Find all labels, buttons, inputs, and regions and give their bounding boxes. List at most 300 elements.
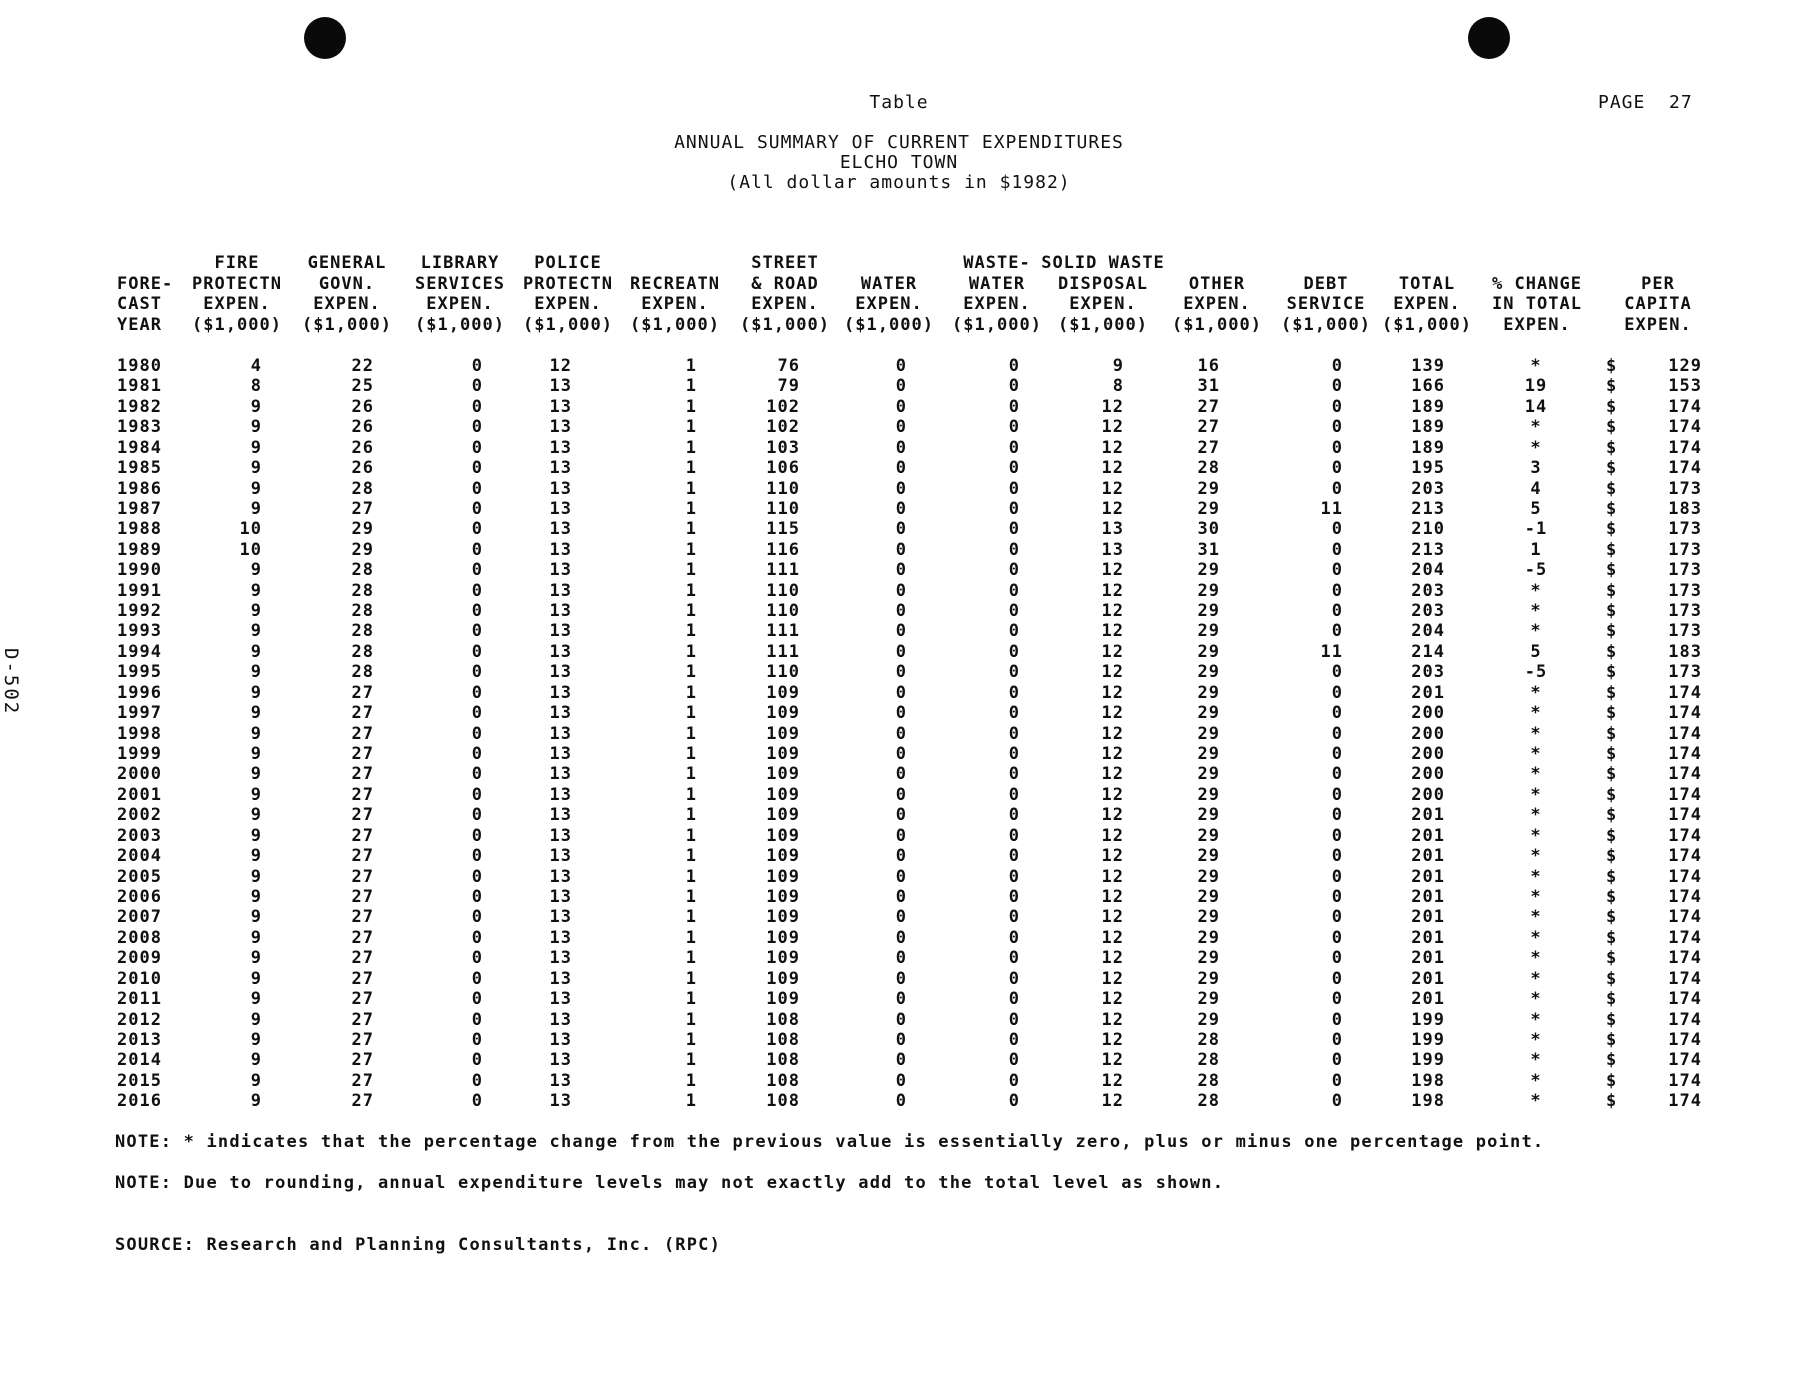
cell-value: 109 (766, 866, 800, 887)
cell-value: 1 (685, 723, 697, 744)
cell-value: 0 (1331, 417, 1343, 438)
cell-value: 0 (1008, 948, 1020, 969)
cell-value: 108 (766, 1091, 800, 1112)
cell-per-capita: 153 (1668, 376, 1702, 397)
cell-value: 0 (1008, 927, 1020, 948)
cell-value: 0 (1331, 764, 1343, 785)
cell-value: 0 (895, 1050, 907, 1071)
cell-year: 1994 (117, 641, 162, 662)
cell-per-capita: 174 (1668, 825, 1702, 846)
cell-value: 27 (1197, 396, 1220, 417)
cell-value: 0 (1008, 968, 1020, 989)
cell-percent-change: -1 (1524, 519, 1548, 540)
cell-value: 13 (549, 601, 572, 622)
cell-value: 0 (471, 764, 483, 785)
cell-dollar-sign: $ (1606, 907, 1618, 928)
cell-value: 0 (471, 641, 483, 662)
cell-value: 1 (685, 580, 697, 601)
cell-dollar-sign: $ (1606, 764, 1618, 785)
column-header-line: EXPEN. (963, 294, 1031, 314)
cell-value: 13 (549, 784, 572, 805)
table-row (0, 540, 1798, 560)
cell-value: 0 (471, 723, 483, 744)
cell-value: 13 (549, 682, 572, 703)
cell-value: 26 (351, 458, 374, 479)
cell-value: 12 (1101, 1050, 1124, 1071)
page-number-label (1598, 92, 1693, 113)
cell-value: 29 (1197, 825, 1220, 846)
cell-value: 13 (549, 968, 572, 989)
cell-value: 13 (549, 744, 572, 765)
cell-value: 9 (250, 723, 262, 744)
cell-value: 0 (1331, 1029, 1343, 1050)
cell-percent-change: * (1530, 682, 1542, 703)
cell-value: 0 (471, 825, 483, 846)
column-header-line: ($1,000) (1281, 314, 1371, 335)
cell-value: 0 (1008, 560, 1020, 581)
cell-value: 13 (549, 662, 572, 683)
cell-dollar-sign: $ (1606, 968, 1618, 989)
cell-percent-change: * (1530, 989, 1542, 1010)
cell-value: 9 (250, 417, 262, 438)
cell-value: 0 (1331, 621, 1343, 642)
cell-value: 12 (1101, 866, 1124, 887)
cell-value: 0 (1008, 886, 1020, 907)
cell-value: 115 (766, 519, 800, 540)
cell-value: 0 (1331, 825, 1343, 846)
cell-value: 0 (471, 907, 483, 928)
table-row (0, 499, 1798, 519)
column-header-line (1578, 253, 1738, 274)
cell-value: 29 (1197, 498, 1220, 519)
cell-value: 0 (471, 662, 483, 683)
column-header-line: DISPOSAL (1058, 273, 1148, 294)
cell-value: 0 (1008, 1091, 1020, 1112)
cell-value: 0 (895, 866, 907, 887)
table-row (0, 560, 1798, 580)
cell-value: 29 (351, 539, 374, 560)
cell-value: 27 (351, 764, 374, 785)
cell-value: 9 (250, 560, 262, 581)
cell-value: 1 (685, 968, 697, 989)
cell-value: 28 (351, 662, 374, 683)
cell-value: 0 (471, 519, 483, 540)
cell-value: 29 (1197, 805, 1220, 826)
cell-value: 28 (1197, 1091, 1220, 1112)
source-note: SOURCE: Research and Planning Consultants, Inc. (RPC) (115, 1235, 722, 1255)
column-header-line: ($1,000) (302, 314, 392, 335)
cell-value: 109 (766, 805, 800, 826)
cell-value: 12 (1101, 641, 1124, 662)
cell-value: 213 (1411, 498, 1445, 519)
cell-value: 12 (1101, 825, 1124, 846)
cell-value: 9 (250, 784, 262, 805)
cell-value: 12 (1101, 417, 1124, 438)
cell-dollar-sign: $ (1606, 539, 1618, 560)
cell-year: 1983 (117, 417, 162, 438)
cell-per-capita: 174 (1668, 723, 1702, 744)
cell-value: 13 (549, 478, 572, 499)
cell-value: 16 (1197, 356, 1220, 376)
cell-value: 0 (471, 498, 483, 519)
cell-value: 0 (895, 539, 907, 560)
table-row (0, 621, 1798, 641)
cell-value: 13 (549, 948, 572, 969)
cell-value: 1 (685, 1050, 697, 1071)
cell-value: 109 (766, 927, 800, 948)
table-row (0, 356, 1798, 376)
cell-value: 9 (250, 846, 262, 867)
cell-value: 0 (1008, 1050, 1020, 1071)
cell-value: 0 (1331, 478, 1343, 499)
cell-value: 108 (766, 1009, 800, 1030)
cell-value: 27 (1197, 417, 1220, 438)
cell-dollar-sign: $ (1606, 601, 1618, 622)
cell-value: 13 (549, 641, 572, 662)
cell-percent-change: 5 (1530, 641, 1542, 662)
cell-value: 195 (1411, 458, 1445, 479)
cell-value: 29 (1197, 744, 1220, 765)
cell-value: 0 (895, 927, 907, 948)
cell-value: 1 (685, 744, 697, 765)
cell-value: 27 (351, 866, 374, 887)
cell-value: 0 (1008, 703, 1020, 724)
cell-value: 9 (250, 825, 262, 846)
cell-value: 27 (351, 927, 374, 948)
cell-value: 0 (471, 1091, 483, 1112)
table-row (0, 928, 1798, 948)
cell-value: 28 (351, 601, 374, 622)
cell-value: 29 (1197, 580, 1220, 601)
cell-percent-change: * (1530, 703, 1542, 724)
cell-per-capita: 174 (1668, 703, 1702, 724)
cell-dollar-sign: $ (1606, 1009, 1618, 1030)
cell-value: 12 (1101, 498, 1124, 519)
cell-value: 0 (895, 1091, 907, 1112)
cell-value: 1 (685, 907, 697, 928)
cell-dollar-sign: $ (1606, 703, 1618, 724)
cell-year: 1993 (117, 621, 162, 642)
cell-value: 28 (1197, 1050, 1220, 1071)
cell-value: 1 (685, 356, 697, 376)
cell-value: 0 (471, 601, 483, 622)
title-line-3: (All dollar amounts in $1982) (727, 172, 1071, 193)
cell-percent-change: * (1530, 723, 1542, 744)
cell-value: 9 (250, 641, 262, 662)
cell-value: 203 (1411, 601, 1445, 622)
cell-value: 0 (1008, 662, 1020, 683)
table-row (0, 1010, 1798, 1030)
cell-dollar-sign: $ (1606, 356, 1618, 376)
cell-value: 0 (471, 1029, 483, 1050)
cell-per-capita: 174 (1668, 744, 1702, 765)
cell-percent-change: 3 (1530, 458, 1542, 479)
cell-value: 0 (895, 825, 907, 846)
cell-dollar-sign: $ (1606, 498, 1618, 519)
cell-value: 0 (1008, 621, 1020, 642)
cell-value: 0 (1008, 601, 1020, 622)
cell-value: 0 (1008, 356, 1020, 376)
cell-value: 1 (685, 1091, 697, 1112)
cell-value: 12 (1101, 723, 1124, 744)
cell-per-capita: 174 (1668, 1091, 1702, 1112)
cell-dollar-sign: $ (1606, 376, 1618, 397)
cell-value: 27 (351, 825, 374, 846)
cell-value: 0 (895, 886, 907, 907)
cell-value: 31 (1197, 376, 1220, 397)
cell-year: 2009 (117, 948, 162, 969)
cell-value: 0 (1331, 1009, 1343, 1030)
cell-value: 27 (351, 1091, 374, 1112)
cell-value: 9 (250, 1029, 262, 1050)
cell-value: 1 (685, 539, 697, 560)
cell-value: 0 (1331, 948, 1343, 969)
cell-value: 0 (1331, 703, 1343, 724)
cell-value: 0 (895, 682, 907, 703)
cell-value: 9 (250, 948, 262, 969)
cell-value: 0 (895, 437, 907, 458)
cell-value: 9 (250, 703, 262, 724)
column-header-line: POLICE (534, 253, 602, 273)
cell-value: 110 (766, 498, 800, 519)
cell-per-capita: 173 (1668, 519, 1702, 540)
cell-value: 1 (685, 396, 697, 417)
cell-value: 13 (549, 1050, 572, 1071)
cell-value: 0 (1331, 968, 1343, 989)
cell-value: 110 (766, 601, 800, 622)
cell-per-capita: 129 (1668, 356, 1702, 376)
cell-value: 109 (766, 968, 800, 989)
cell-value: 28 (351, 580, 374, 601)
cell-value: 13 (1101, 539, 1124, 560)
cell-percent-change: * (1530, 846, 1542, 867)
table-row (0, 826, 1798, 846)
cell-value: 210 (1411, 519, 1445, 540)
cell-value: 29 (1197, 703, 1220, 724)
cell-dollar-sign: $ (1606, 846, 1618, 867)
cell-value: 10 (239, 519, 262, 540)
cell-value: 109 (766, 703, 800, 724)
column-header-line: SERVICE (1286, 294, 1366, 314)
cell-value: 200 (1411, 784, 1445, 805)
cell-value: 111 (766, 621, 800, 642)
cell-value: 29 (1197, 682, 1220, 703)
cell-value: 0 (1008, 580, 1020, 601)
cell-value: 0 (895, 498, 907, 519)
cell-percent-change: * (1530, 927, 1542, 948)
cell-dollar-sign: $ (1606, 580, 1618, 601)
cell-value: 27 (1197, 437, 1220, 458)
cell-value: 201 (1411, 846, 1445, 867)
page-side-label: D-502 (0, 648, 22, 716)
cell-value: 0 (895, 1009, 907, 1030)
cell-value: 0 (895, 744, 907, 765)
cell-value: 1 (685, 1009, 697, 1030)
cell-value: 0 (895, 621, 907, 642)
cell-percent-change: * (1530, 437, 1542, 458)
cell-value: 0 (471, 580, 483, 601)
cell-per-capita: 174 (1668, 784, 1702, 805)
cell-value: 13 (549, 519, 572, 540)
cell-value: 28 (351, 478, 374, 499)
cell-value: 0 (1008, 1009, 1020, 1030)
cell-value: 0 (1008, 907, 1020, 928)
column-header-line: FIRE (214, 253, 260, 273)
cell-value: 12 (1101, 560, 1124, 581)
cell-value: 0 (1331, 519, 1343, 540)
cell-per-capita: 173 (1668, 539, 1702, 560)
cell-per-capita: 174 (1668, 1050, 1702, 1071)
title-line-2: ELCHO TOWN (839, 152, 959, 173)
column-header-line: SOLID WASTE (1041, 253, 1165, 273)
cell-value: 0 (1008, 744, 1020, 765)
cell-value: 27 (351, 846, 374, 867)
cell-value: 0 (1331, 927, 1343, 948)
cell-value: 0 (471, 560, 483, 581)
cell-per-capita: 174 (1668, 907, 1702, 928)
cell-value: 12 (1101, 989, 1124, 1010)
cell-value: 9 (250, 989, 262, 1010)
cell-value: 12 (1101, 907, 1124, 928)
column-header-line: PROTECTN (523, 273, 613, 294)
cell-value: 201 (1411, 907, 1445, 928)
cell-value: 0 (1008, 478, 1020, 499)
cell-per-capita: 174 (1668, 927, 1702, 948)
cell-dollar-sign: $ (1606, 927, 1618, 948)
cell-value: 1 (685, 437, 697, 458)
cell-value: 13 (549, 805, 572, 826)
cell-per-capita: 174 (1668, 417, 1702, 438)
cell-value: 201 (1411, 927, 1445, 948)
column-header-line: EXPEN. (534, 294, 602, 314)
cell-percent-change: * (1530, 621, 1542, 642)
cell-per-capita: 183 (1668, 498, 1702, 519)
cell-value: 0 (471, 682, 483, 703)
cell-value: 9 (250, 907, 262, 928)
cell-value: 28 (1197, 458, 1220, 479)
table-row (0, 785, 1798, 805)
table-row (0, 867, 1798, 887)
cell-value: 13 (549, 498, 572, 519)
cell-value: 0 (895, 907, 907, 928)
cell-value: 27 (351, 1009, 374, 1030)
table-row (0, 683, 1798, 703)
cell-dollar-sign: $ (1606, 723, 1618, 744)
cell-per-capita: 174 (1668, 1029, 1702, 1050)
cell-value: 0 (895, 846, 907, 867)
cell-value: 0 (471, 396, 483, 417)
column-header-line: EXPEN. (1624, 314, 1692, 335)
cell-value: 12 (1101, 1091, 1124, 1112)
cell-value: 9 (250, 1009, 262, 1030)
page-word: PAGE (1598, 92, 1646, 113)
cell-value: 28 (1197, 1029, 1220, 1050)
cell-value: 0 (1331, 744, 1343, 765)
cell-per-capita: 183 (1668, 641, 1702, 662)
cell-value: 189 (1411, 417, 1445, 438)
cell-value: 26 (351, 437, 374, 458)
cell-value: 109 (766, 846, 800, 867)
cell-value: 13 (549, 1070, 572, 1091)
cell-value: 109 (766, 764, 800, 785)
table-row (0, 989, 1798, 1009)
cell-value: 13 (549, 539, 572, 560)
column-header-line: IN TOTAL (1492, 294, 1582, 314)
table-row (0, 438, 1798, 458)
cell-value: 9 (250, 1091, 262, 1112)
cell-value: 0 (471, 886, 483, 907)
cell-value: 0 (471, 805, 483, 826)
cell-year: 1981 (117, 376, 162, 397)
cell-value: 28 (351, 560, 374, 581)
cell-percent-change: * (1530, 1029, 1542, 1050)
cell-value: 0 (1008, 417, 1020, 438)
report-title (0, 133, 1798, 193)
cell-value: 110 (766, 580, 800, 601)
column-header-line: EXPEN. (1503, 314, 1571, 335)
cell-dollar-sign: $ (1606, 437, 1618, 458)
cell-value: 26 (351, 396, 374, 417)
column-header-line: RECREATN (630, 273, 720, 294)
cell-per-capita: 174 (1668, 968, 1702, 989)
cell-value: 0 (1331, 1070, 1343, 1091)
cell-value: 102 (766, 396, 800, 417)
cell-value: 30 (1197, 519, 1220, 540)
column-header-line: & ROAD (751, 273, 819, 294)
cell-value: 0 (471, 1009, 483, 1030)
cell-value: 0 (471, 458, 483, 479)
table-row (0, 805, 1798, 825)
cell-dollar-sign: $ (1606, 458, 1618, 479)
column-header-line: CAST (117, 294, 162, 314)
column-header-line: ($1,000) (740, 314, 830, 335)
cell-percent-change: 4 (1530, 478, 1542, 499)
cell-value: 9 (250, 601, 262, 622)
cell-year: 1997 (117, 703, 162, 724)
table-row (0, 417, 1798, 437)
table-row (0, 948, 1798, 968)
cell-per-capita: 173 (1668, 621, 1702, 642)
cell-value: 0 (1331, 662, 1343, 683)
cell-percent-change: * (1530, 601, 1542, 622)
cell-value: 0 (1331, 682, 1343, 703)
cell-value: 29 (1197, 784, 1220, 805)
cell-value: 0 (895, 458, 907, 479)
cell-percent-change: * (1530, 744, 1542, 765)
cell-per-capita: 174 (1668, 1009, 1702, 1030)
cell-value: 9 (1112, 356, 1124, 376)
cell-value: 109 (766, 723, 800, 744)
cell-value: 108 (766, 1070, 800, 1091)
cell-dollar-sign: $ (1606, 1029, 1618, 1050)
table-row (0, 969, 1798, 989)
cell-value: 1 (685, 764, 697, 785)
cell-value: 9 (250, 682, 262, 703)
cell-value: 109 (766, 784, 800, 805)
cell-value: 0 (1331, 784, 1343, 805)
column-header-line: STREET (751, 253, 819, 273)
cell-year: 2004 (117, 846, 162, 867)
cell-value: 0 (895, 396, 907, 417)
cell-value: 0 (1331, 1091, 1343, 1112)
table-row (0, 907, 1798, 927)
cell-year: 2006 (117, 886, 162, 907)
cell-value: 0 (1331, 989, 1343, 1010)
column-header-line: EXPEN. (855, 294, 923, 314)
cell-value: 27 (351, 989, 374, 1010)
cell-value: 28 (351, 641, 374, 662)
cell-value: 0 (1008, 825, 1020, 846)
